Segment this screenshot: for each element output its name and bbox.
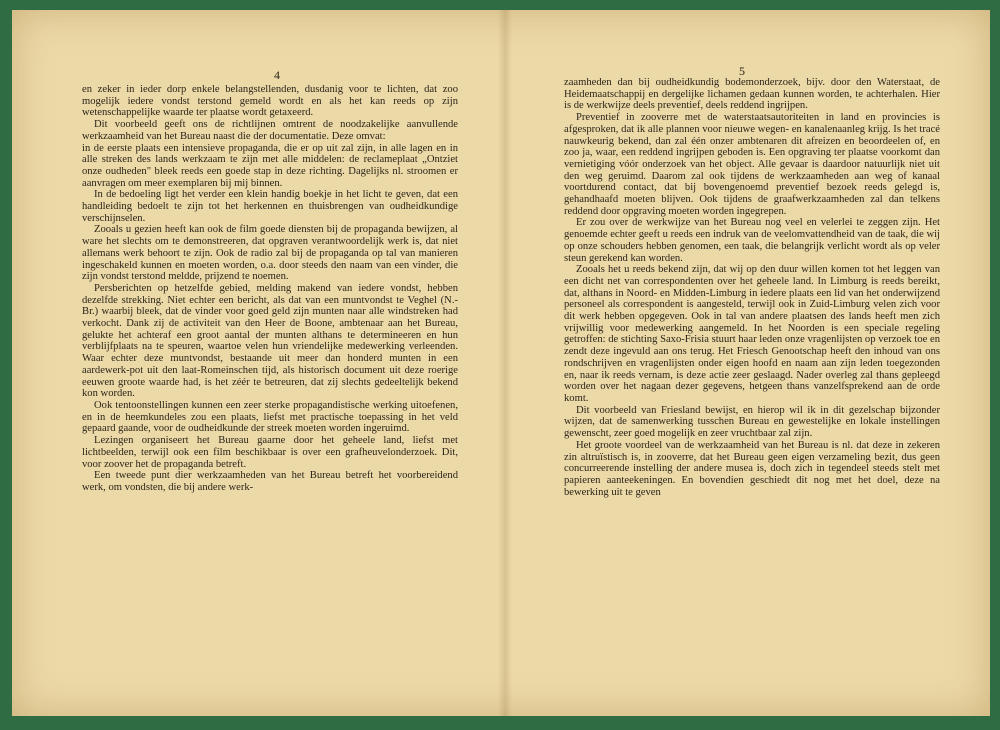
- paragraph: zaamheden dan bij oudheidkundig bodemonderzoek, bijv. door den Waterstaat, de Heidemaatschappij en dergelijke lichamen gedaan kunnen worden, te achterhalen. Hier is de werkwijze deels preventief, deels reddend ingrijpen.: [564, 77, 940, 112]
- paragraph: in de eerste plaats een intensieve propaganda, die er op uit zal zijn, in alle lagen en in alle streken des lands werkzaam te zijn met alle middelen: de reclameplaat „Ontziet onze oudheden" bleek reeds een goede stap in deze richting. Dagelijks nl. stroomen er aanvragen om meer exemplaren bij mij binnen.: [82, 142, 458, 189]
- paragraph: Dit voorbeeld van Friesland bewijst, en hierop wil ik in dit gezelschap bijzonder wijzen, dat de samenwerking tusschen Bureau en gewestelijke en lokale instellingen gewenscht, zeer goed mogelijk en zeer vruchtbaar zal zijn.: [564, 404, 940, 440]
- paragraph: Dit voorbeeld geeft ons de richtlijnen omtrent de noodzakelijke aanvullende werkzaamheid van het Bureau naast die der documentatie. Deze omvat:: [82, 119, 458, 142]
- paragraph: Er zou over de werkwijze van het Bureau nog veel en velerlei te zeggen zijn. Het genoemde echter geeft u reeds een indruk van de veelomvattendheid van de taak, die wij op onze schouders hebben genomen, een taak, die belangrijk verlicht wordt als op veler steun gerekend kan worden.: [564, 217, 940, 264]
- paragraph: In de bedoeling ligt het verder een klein handig boekje in het licht te geven, dat een handleiding bedoelt te zijn tot het herkennen en thuisbrengen van oudheidkundige verschijnselen.: [82, 189, 458, 224]
- paragraph: Een tweede punt dier werkzaamheden van het Bureau betreft het voorbereidend werk, om vondsten, die bij andere werk-: [82, 470, 458, 493]
- paragraph: Preventief in zooverre met de waterstaatsautoriteiten in land en provincies is afgesproken, dat ik alle plannen voor nieuwe wegen- en kanalenaanleg krijg. Is het tracé nauwkeurig bekend, dan zal één onzer ambtenaren dit afreizen en beoordeelen of, en zoo ja, waar, een reddend ingrijpen geboden is. Een opgraving ter plaatse voorkomt dan vernietiging vóór onderzoek van het object. Alle gevaar is daardoor natuurlijk niet uit den weg geruimd. Daarom zal ook tijdens de werkzaamheden aan weg of kanaal voortdurend contact, dat bij bovengenoemd preventief bezoek reeds gelegd is, gehandhaafd moeten blijven. Ook tijdens de graafwerkzaamheden zal dan telkens reddend door opgraving moeten worden ingegrepen.: [564, 112, 940, 217]
- page-number: 5: [739, 64, 745, 78]
- paragraph: Zooals het u reeds bekend zijn, dat wij op den duur willen komen tot het leggen van een dicht net van correspondenten over het geheele land. In Limburg is reeds bereikt, dat, althans in Noord- en Midden-Limburg in iedere plaats een lid van het onderwijzend personeel als correspondent is aangesteld, terwijl ook in Zuid-Limburg velen zich voor dit werk hebben opgegeven. Ook in tal van andere plaatsen des lands heeft men zich vrijwillig voor medewerking aangemeld. In het Noorden is een speciale regeling getroffen: de stichting Saxo-Frisia stuurt haar leden onze vragenlijsten op verzoek toe en zendt deze ingevuld aan ons terug. Het Friesch Genootschap heeft den inhoud van ons rondschrijven en vragenlijsten onder eigen hoofd en naam aan zijn leden toegezonden en, naar ik reeds vernam, is deze actie zeer geslaagd. Nader overleg zal thans gepleegd worden over het nagaan dezer gegevens, hetgeen thans vanzelfsprekend aan de orde komt.: [564, 264, 940, 404]
- paragraph: Lezingen organiseert het Bureau gaarne door het geheele land, liefst met lichtbeelden, terwijl ook een film beschikbaar is over een grafheuvelonderzoek. Dit, voor zoover het de propaganda betreft.: [82, 435, 458, 470]
- paragraph: Persberichten op hetzelfde gebied, melding makend van iedere vondst, hebben dezelfde strekking. Niet echter een bericht, als dat van een muntvondst te Veghel (N.-Br.) waarbij bleek, dat de vinder voor goed geld zijn munten naar alle windstreken had verkocht. Dank zij de activiteit van den Heer de Boone, ambtenaar aan het Bureau, gelukte het achteraf een groot aantal der munten althans te determineeren en hun verblijfplaats na te speuren, waartoe velen hun vriendelijke medewerking verleenden. Waar echter deze muntvondst, bestaande uit meer dan honderd munten in een aardewerk-pot uit den laat-Romeinschen tijd, als historisch document uit deze roerige eeuwen groote waarde had, is het zéér te betreuren, dat zij slechts gedeeltelijk bekend kon worden.: [82, 282, 458, 400]
- paragraph: Ook tentoonstellingen kunnen een zeer sterke propagandistische werking uitoefenen, en in de heemkundeles zou een plaats, liefst met practische toepassing in het veld gepaard gaande, voor de oudheidkunde der streek moeten worden ingeruimd.: [82, 399, 458, 435]
- paragraph: Het groote voordeel van de werkzaamheid van het Bureau is nl. dat deze in zekeren zin altruïstisch is, in zooverre, dat het Bureau geen eigen verzameling bezit, dus geen concurreerende instelling der andere musea is, doch zich in tegendeel steeds stelt met papieren aanteekeningen. En bovendien geschiedt dit nog met het doel, deze na bewerking uit te geven: [564, 439, 940, 498]
- text-column: [564, 77, 940, 498]
- paragraph: en zeker in ieder dorp enkele belangstellenden, dusdanig voor te lichten, dat zoo mogelijk iedere vondst terstond gemeld wordt en als het kan reeds op zijn wetenschappelijke waarde ter plaatse wordt getaxeerd.: [82, 84, 458, 119]
- document-spread: [12, 10, 990, 716]
- right-page: [502, 10, 990, 716]
- text-column: [82, 84, 458, 494]
- paragraph: Zooals u gezien heeft kan ook de film goede diensten bij de propaganda bewijzen, al ware het slechts om te demonstreeren, dat opgraven verantwoordelijk werk is, dat niet allemans werk behoort te zijn. Ook de radio zal bij de propaganda op tal van manieren ingeschakeld kunnen en moeten worden, o.a. door steeds den naam van een vinder, die zijn vondst terstond meldde, prijzend te noemen.: [82, 224, 458, 283]
- left-page: [12, 10, 502, 716]
- page-number: 4: [274, 68, 280, 82]
